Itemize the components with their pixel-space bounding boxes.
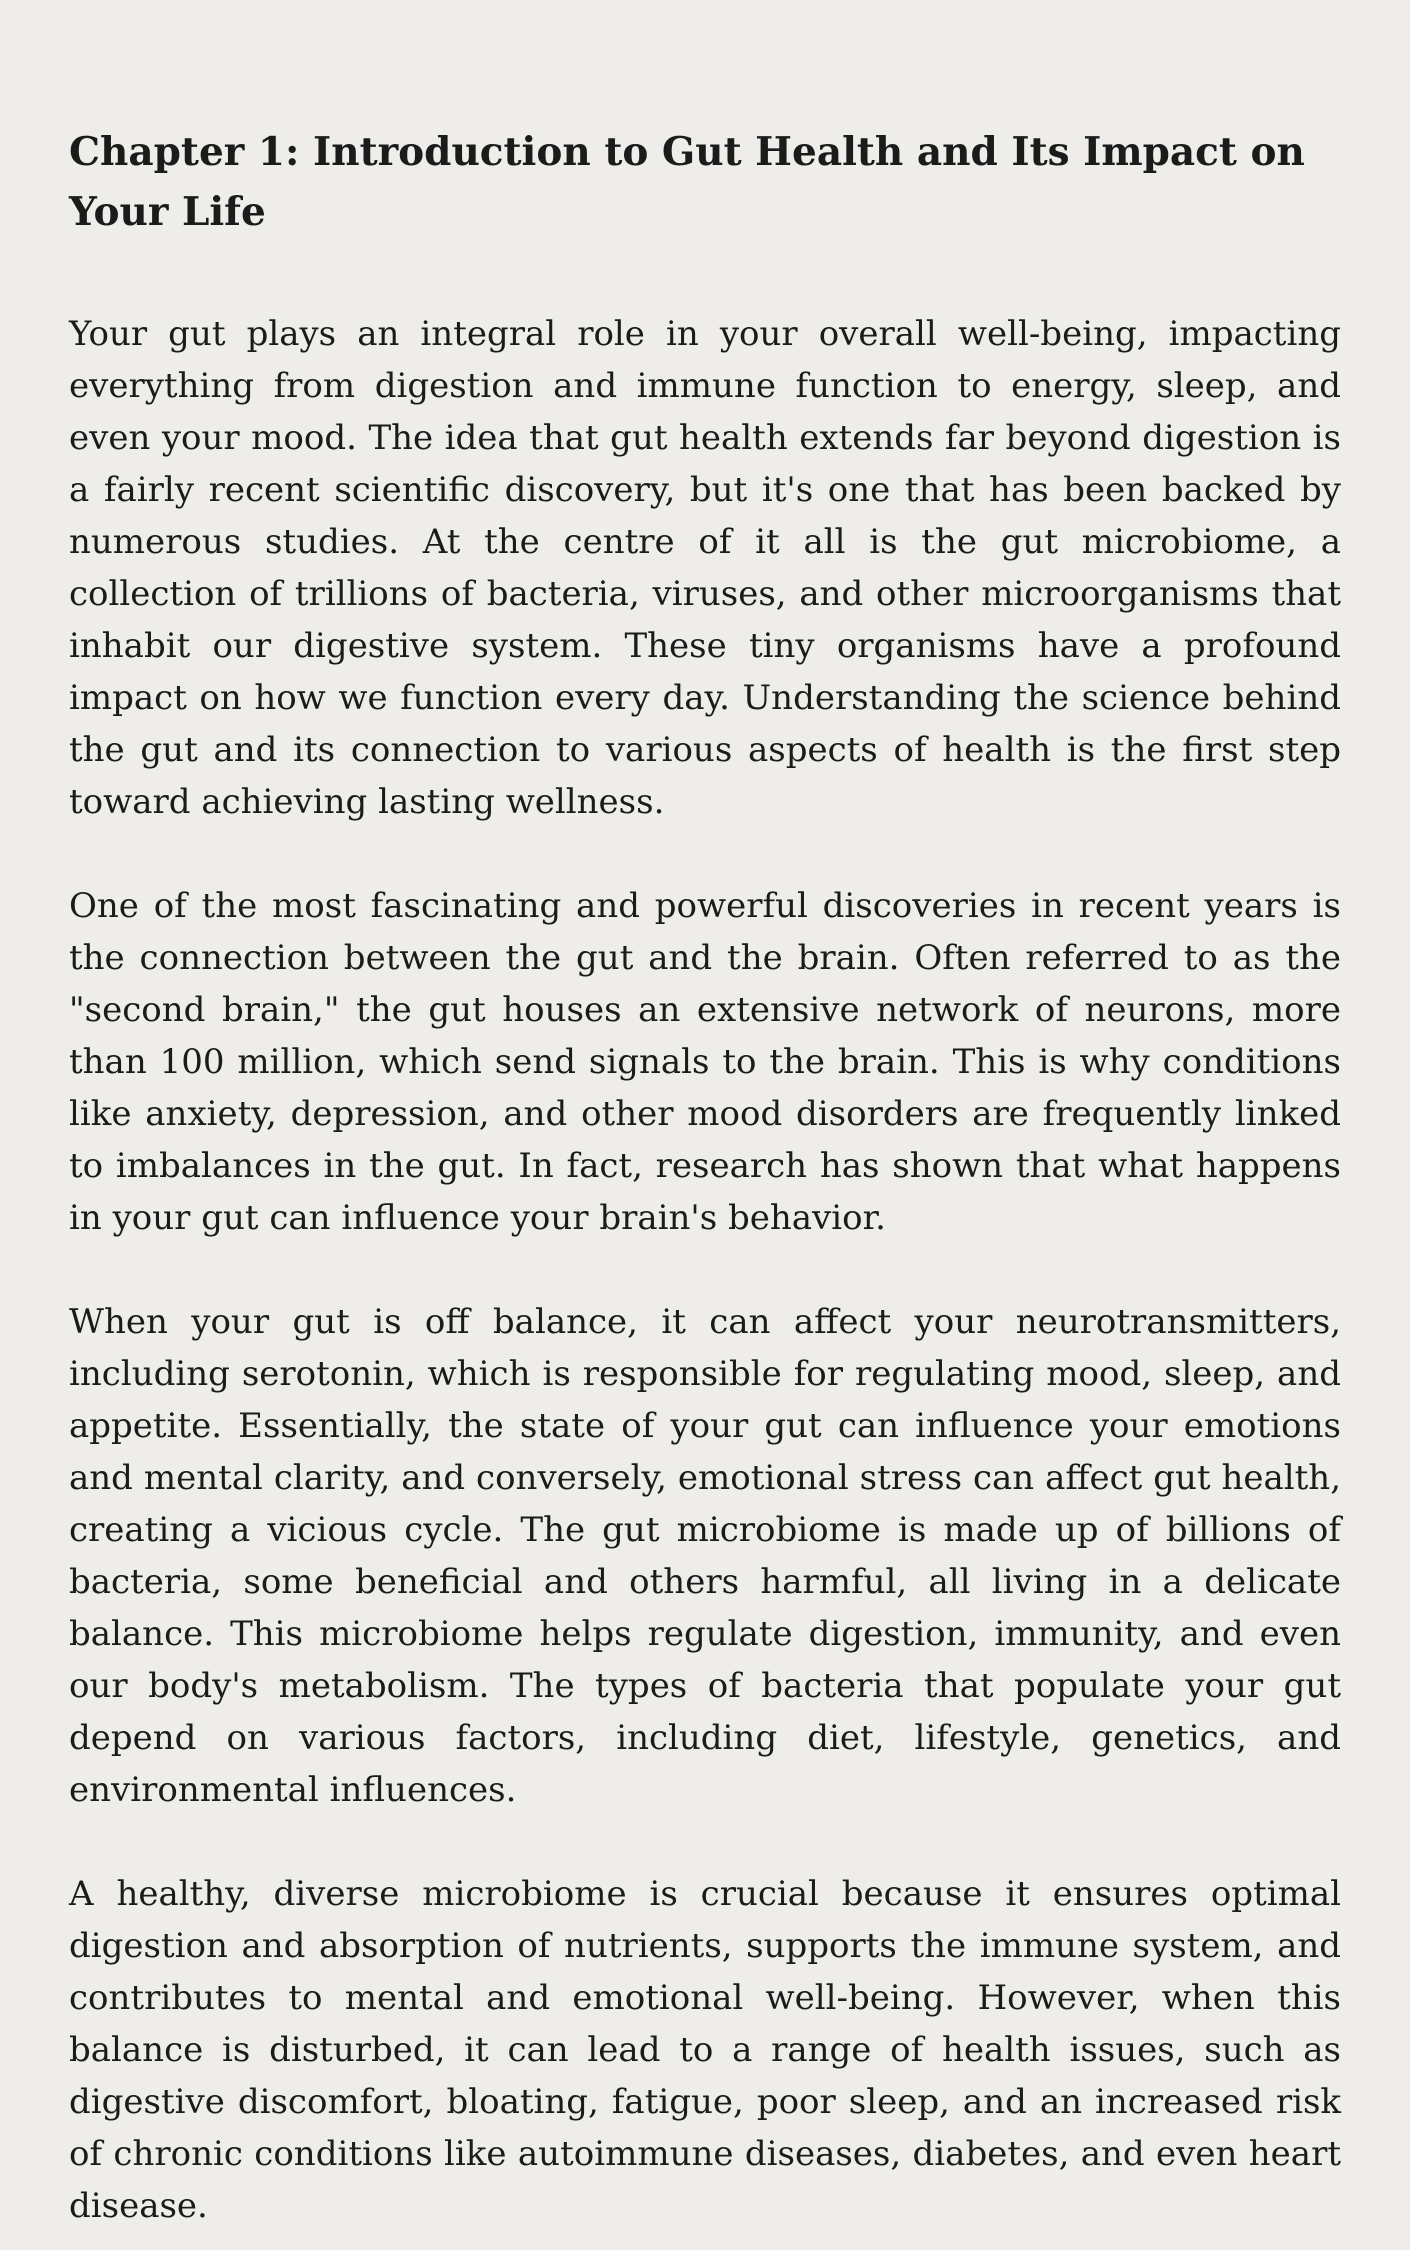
body-paragraph: When your gut is off balance, it can affect your neurotransmitters, including serotonin, which is responsible for regulating mood, sleep, and appetite. Essentially, the state of your gut can influence your emotions and mental clarity, and conversely, emotional stress can affect gut health, creating a vicious cycle. The gut microbiome is made up of billions of bacteria, some beneficial and others harmful, all living in a delicate balance. This microbiome helps regulate digestion, immunity, and even our body's metabolism. The types of bacteria that populate your gut depend on various factors, including diet, lifestyle, genetics, and environmental influences. (69, 1302, 1341, 1810)
chapter-title: Chapter 1: Introduction to Gut Health and Its Impact on Your Life (69, 129, 1305, 235)
body-paragraph: One of the most fascinating and powerful discoveries in recent years is the connection between the gut and the brain. Often referred to as the "second brain," the gut houses an extensive network of neurons, more than 100 million, which send signals to the brain. This is why conditions like anxiety, depression, and other mood disorders are frequently linked to imbalances in the gut. In fact, research has shown that what happens in your gut can influence your brain's behavior. (69, 886, 1341, 1238)
body-paragraph: A healthy, diverse microbiome is crucial because it ensures optimal digestion and absorption of nutrients, supports the immune system, and contributes to mental and emotional well-being. However, when this balance is disturbed, it can lead to a range of health issues, such as digestive discomfort, bloating, fatigue, poor sleep, and an increased risk of chronic conditions like autoimmune diseases, diabetes, and even heart disease. (69, 1874, 1341, 2226)
body-paragraph: Your gut plays an integral role in your overall well-being, impacting everything from digestion and immune function to energy, sleep, and even your mood. The idea that gut health extends far beyond digestion is a fairly recent scientific discovery, but it's one that has been backed by numerous studies. At the centre of it all is the gut microbiome, a collection of trillions of bacteria, viruses, and other microorganisms that inhabit our digestive system. These tiny organisms have a profound impact on how we function every day. Understanding the science behind the gut and its connection to various aspects of health is the first step toward achieving lasting wellness. (69, 314, 1341, 822)
